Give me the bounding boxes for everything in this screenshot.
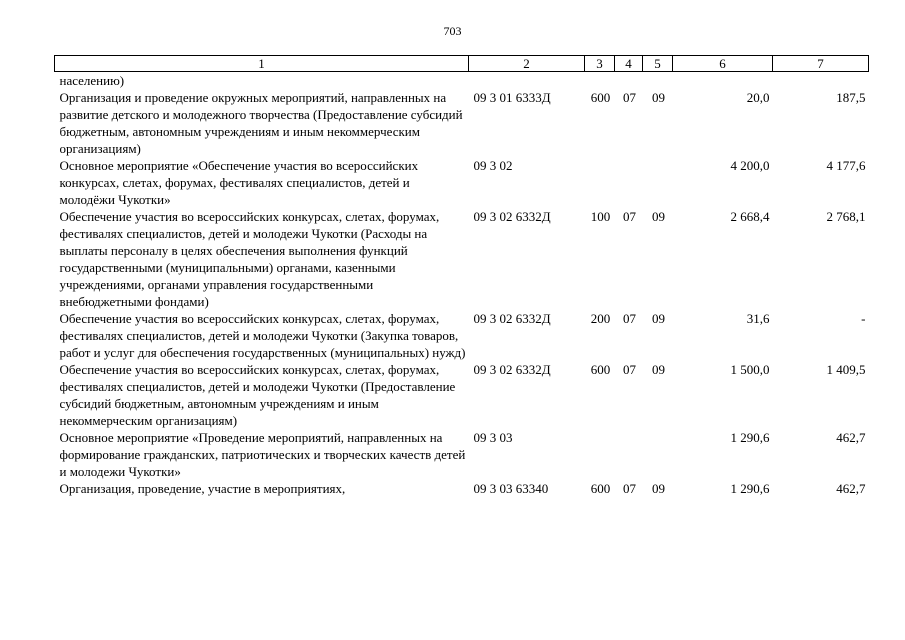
row-subsection: 09 (652, 90, 665, 105)
row-code: 09 3 02 6332Д (473, 209, 551, 224)
row-code: 09 3 02 (473, 158, 513, 173)
column-header-7: 7 (773, 56, 869, 72)
row-name: населению) (59, 73, 125, 88)
table-row (55, 310, 869, 361)
row-name: Обеспечение участия во всероссийских конкурсах, слетах, форумах, фестивалях специалистов, детей и молодежи Чукотки (Закупка товаров, работ и услуг для обеспечения государственных (муниципальных) нужд) (59, 311, 466, 360)
row-expense-type (585, 72, 615, 90)
row-amount-actual: 1 409,5 (826, 362, 866, 377)
column-header-2: 2 (469, 56, 585, 72)
table-row (55, 72, 869, 90)
row-amount-plan: 4 200,0 (730, 158, 770, 173)
row-name: Основное мероприятие «Проведение мероприятий, направленных на формирование гражданских, патриотических и творческих качеств детей и молодежи Чукотки» (59, 430, 466, 479)
row-amount-actual (773, 72, 869, 90)
row-section: 07 (623, 311, 636, 326)
row-subsection: 09 (652, 209, 665, 224)
row-amount-actual: 462,7 (836, 481, 866, 496)
row-code: 09 3 02 6332Д (473, 362, 551, 377)
row-subsection: 09 (652, 481, 665, 496)
header-row (55, 56, 869, 72)
row-expense-type: 600 (590, 90, 611, 105)
page-number: 703 (443, 24, 462, 38)
row-name: Обеспечение участия во всероссийских конкурсах, слетах, форумах, фестивалях специалистов, детей и молодежи Чукотки (Расходы на выплаты персоналу в целях обеспечения выполнения функций государственными (муниципальными) органами, казенными учреждениями, органами управления государственными внебюджетными фондами) (59, 209, 440, 309)
row-amount-plan: 31,6 (746, 311, 770, 326)
row-code: 09 3 01 6333Д (473, 90, 551, 105)
table-row (55, 89, 869, 157)
row-name: Организация и проведение окружных мероприятий, направленных на развитие детского и молодежного творчества (Предоставление субсидий бюджетным, автономным учреждениям и иным некоммерческим организациям) (59, 90, 463, 156)
row-amount-plan: 1 290,6 (730, 481, 770, 496)
row-subsection (643, 72, 673, 90)
row-amount-plan (673, 72, 773, 90)
row-section (615, 72, 643, 90)
row-code: 09 3 03 63340 (473, 481, 549, 496)
row-section (615, 429, 643, 480)
row-amount-actual: 462,7 (836, 430, 866, 445)
table-row (55, 429, 869, 480)
table-row (55, 480, 869, 497)
row-expense-type: 200 (590, 311, 611, 326)
column-header-5: 5 (643, 56, 673, 72)
row-section: 07 (623, 209, 636, 224)
row-name: Организация, проведение, участие в мероприятиях, (59, 481, 346, 496)
row-section: 07 (623, 481, 636, 496)
table-row (55, 361, 869, 429)
row-expense-type (585, 157, 615, 208)
row-amount-actual: - (861, 311, 866, 326)
row-section: 07 (623, 90, 636, 105)
row-section (615, 157, 643, 208)
row-code: 09 3 02 6332Д (473, 311, 551, 326)
table-row (55, 157, 869, 208)
row-subsection (643, 157, 673, 208)
row-subsection: 09 (652, 362, 665, 377)
row-amount-plan: 20,0 (746, 90, 770, 105)
column-header-1: 1 (55, 56, 469, 72)
row-subsection: 09 (652, 311, 665, 326)
row-section: 07 (623, 362, 636, 377)
column-header-4: 4 (615, 56, 643, 72)
row-name: Обеспечение участия во всероссийских конкурсах, слетах, форумах, фестивалях специалистов, детей и молодежи Чукотки (Предоставление субсидий бюджетным, автономным учреждениям и иным некоммерческим организациям) (59, 362, 456, 428)
row-code (469, 72, 585, 90)
row-amount-plan: 1 500,0 (730, 362, 770, 377)
column-header-6: 6 (673, 56, 773, 72)
row-amount-actual: 187,5 (836, 90, 866, 105)
row-amount-actual: 2 768,1 (826, 209, 866, 224)
row-code: 09 3 03 (473, 430, 513, 445)
row-expense-type: 600 (590, 362, 611, 377)
row-amount-plan: 1 290,6 (730, 430, 770, 445)
table-row (55, 208, 869, 310)
row-expense-type: 600 (590, 481, 611, 496)
row-subsection (643, 429, 673, 480)
row-expense-type: 100 (590, 209, 611, 224)
budget-table (54, 55, 869, 497)
row-amount-actual: 4 177,6 (826, 158, 866, 173)
row-expense-type (585, 429, 615, 480)
column-header-3: 3 (585, 56, 615, 72)
row-amount-plan: 2 668,4 (730, 209, 770, 224)
row-name: Основное мероприятие «Обеспечение участия во всероссийских конкурсах, слетах, форумах, фестивалях специалистов, детей и молодёжи Чукотки» (59, 158, 419, 207)
